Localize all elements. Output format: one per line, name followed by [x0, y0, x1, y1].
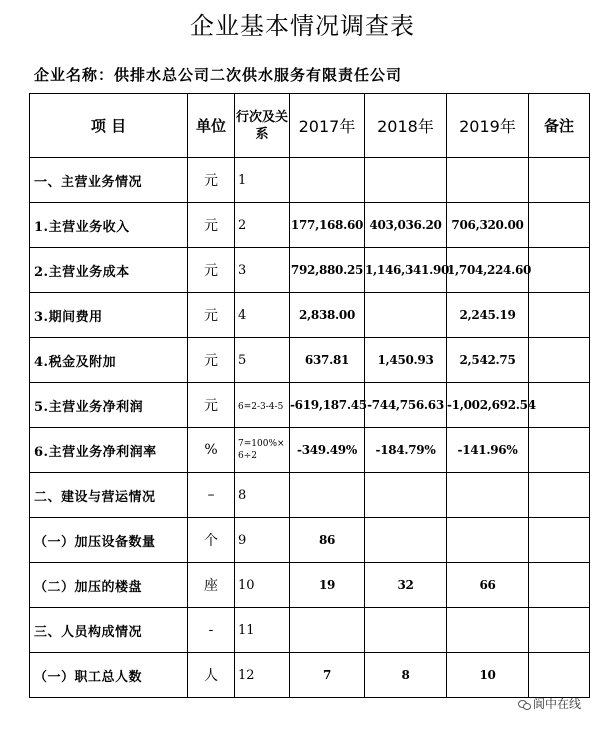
row-2017: -619,187.45 [290, 383, 365, 428]
row-note [529, 158, 590, 203]
row-2017: -349.49% [290, 428, 365, 473]
row-2018 [365, 293, 447, 338]
row-2019: 66 [447, 563, 529, 608]
row-unit: 元 [188, 383, 235, 428]
table-row [30, 608, 590, 653]
row-2018: 1,146,341.90 [365, 248, 447, 293]
relation-formula-line2: 6÷2 [238, 451, 257, 461]
row-unit: 元 [188, 158, 235, 203]
row-unit: - [188, 608, 235, 653]
survey-table [29, 93, 590, 698]
row-relation: 8 [235, 473, 290, 518]
row-2018: -744,756.63 [365, 383, 447, 428]
table-row [30, 293, 590, 338]
table-row [30, 563, 590, 608]
row-item: 1.主营业务收入 [30, 203, 188, 248]
row-note [529, 383, 590, 428]
row-relation: 11 [235, 608, 290, 653]
row-2019: 2,245.19 [447, 293, 529, 338]
row-relation: 2 [235, 203, 290, 248]
row-relation: 10 [235, 563, 290, 608]
table-row [30, 473, 590, 518]
row-note [529, 248, 590, 293]
company-name: 企业名称：供排水总公司二次供水服务有限责任公司 [34, 66, 403, 84]
row-item: 5.主营业务净利润 [30, 383, 188, 428]
row-2017: 637.81 [290, 338, 365, 383]
row-relation: 12 [235, 653, 290, 698]
row-item: 4.税金及附加 [30, 338, 188, 383]
header-item: 项 目 [30, 94, 188, 158]
row-2018 [365, 608, 447, 653]
row-2017: 19 [290, 563, 365, 608]
row-unit: 元 [188, 203, 235, 248]
row-unit: – [188, 473, 235, 518]
row-2019: -1,002,692.54 [447, 383, 529, 428]
row-item: 三、人员构成情况 [30, 608, 188, 653]
row-2017: 177,168.60 [290, 203, 365, 248]
row-item: （一）职工总人数 [30, 653, 188, 698]
row-2017: 7 [290, 653, 365, 698]
row-2019: 2,542.75 [447, 338, 529, 383]
header-note: 备注 [529, 94, 590, 158]
row-2018: 1,450.93 [365, 338, 447, 383]
row-relation: 4 [235, 293, 290, 338]
row-2018: 403,036.20 [365, 203, 447, 248]
row-2017 [290, 608, 365, 653]
header-2018: 2018年 [365, 94, 447, 158]
table-row [30, 383, 590, 428]
row-note [529, 563, 590, 608]
page-title: 企业基本情况调查表 [190, 12, 415, 40]
row-2019: 706,320.00 [447, 203, 529, 248]
row-relation [235, 428, 290, 473]
row-unit: % [188, 428, 235, 473]
row-item: 二、建设与营运情况 [30, 473, 188, 518]
row-2017 [290, 473, 365, 518]
row-note [529, 608, 590, 653]
row-2019 [447, 158, 529, 203]
table-row [30, 203, 590, 248]
row-note [529, 293, 590, 338]
row-relation: 9 [235, 518, 290, 563]
table-row [30, 428, 590, 473]
row-2017: 2,838.00 [290, 293, 365, 338]
row-item: （二）加压的楼盘 [30, 563, 188, 608]
row-unit: 座 [188, 563, 235, 608]
row-2018: 32 [365, 563, 447, 608]
row-2019 [447, 518, 529, 563]
row-note [529, 338, 590, 383]
row-note [529, 518, 590, 563]
row-2019 [447, 473, 529, 518]
row-2018 [365, 158, 447, 203]
row-item: 一、主营业务情况 [30, 158, 188, 203]
row-relation [235, 383, 290, 428]
row-note [529, 428, 590, 473]
table-header-row [30, 94, 590, 158]
row-2018: 8 [365, 653, 447, 698]
watermark-text: 阆中在线 [533, 697, 582, 711]
row-unit: 元 [188, 338, 235, 383]
row-note [529, 653, 590, 698]
relation-formula-line1: 7=100%× [238, 439, 285, 449]
row-2019 [447, 608, 529, 653]
header-2019: 2019年 [447, 94, 529, 158]
row-unit: 元 [188, 293, 235, 338]
table-row [30, 158, 590, 203]
row-item: 2.主营业务成本 [30, 248, 188, 293]
table-row [30, 518, 590, 563]
wechat-icon [518, 699, 530, 709]
row-relation: 1 [235, 158, 290, 203]
row-2019: 1,704,224.60 [447, 248, 529, 293]
row-2017: 86 [290, 518, 365, 563]
header-2017: 2017年 [290, 94, 365, 158]
row-item: 3.期间费用 [30, 293, 188, 338]
header-relation: 行次及关系 [235, 94, 290, 158]
row-relation: 3 [235, 248, 290, 293]
row-unit: 元 [188, 248, 235, 293]
row-relation: 5 [235, 338, 290, 383]
row-unit: 人 [188, 653, 235, 698]
row-2018 [365, 518, 447, 563]
row-item: 6.主营业务净利润率 [30, 428, 188, 473]
table-row [30, 653, 590, 698]
row-item: （一）加压设备数量 [30, 518, 188, 563]
header-unit: 单位 [188, 94, 235, 158]
row-2019: 10 [447, 653, 529, 698]
row-2017 [290, 158, 365, 203]
row-2017: 792,880.25 [290, 248, 365, 293]
table-row [30, 248, 590, 293]
row-2019: -141.96% [447, 428, 529, 473]
row-note [529, 473, 590, 518]
row-2018: -184.79% [365, 428, 447, 473]
row-2018 [365, 473, 447, 518]
table-row [30, 338, 590, 383]
watermark [518, 695, 581, 712]
relation-formula: 6=2-3-4-5 [238, 401, 284, 412]
row-unit: 个 [188, 518, 235, 563]
row-note [529, 203, 590, 248]
